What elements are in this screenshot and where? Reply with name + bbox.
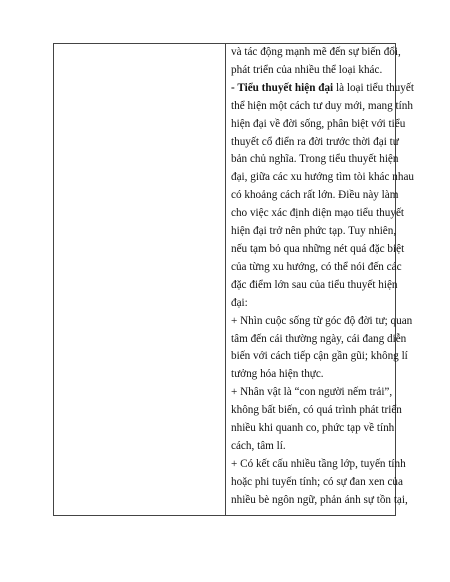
line-text: + Có kết cấu nhiều tầng lớp, tuyến tính — [231, 457, 406, 470]
line-text: hiện đại về đời sống, phân biệt với tiểu — [231, 117, 406, 130]
line-text: hiện đại trở nên phức tạp. Tuy nhiên, — [231, 225, 397, 238]
line-text: có khoảng cách rất lớn. Điều này làm — [231, 189, 399, 202]
text-line — [231, 313, 413, 331]
text-line — [231, 116, 406, 134]
text-line — [231, 438, 391, 456]
text-line — [231, 492, 408, 510]
line-text: thể hiện một cách tư duy mới, mang tính — [231, 99, 413, 112]
text-line — [231, 62, 391, 80]
line-text: tâm đến cái thường ngày, cái đang diễn — [231, 332, 407, 345]
line-text: thuyết cổ điển ra đời trước thời đại tư — [231, 135, 399, 148]
line-text: nếu tạm bỏ qua những nét quá đặc biệt — [231, 242, 405, 255]
line-text: không bất biến, có quá trình phát triển — [231, 404, 402, 417]
text-line — [231, 295, 391, 313]
text-line — [231, 331, 407, 349]
line-text: đại: — [231, 296, 248, 309]
text-line — [231, 348, 408, 366]
text-line — [231, 366, 391, 384]
line-text: đại, giữa các xu hướng tìm tòi khác nhau — [231, 171, 415, 184]
text-line — [231, 456, 406, 474]
line-text: cho việc xác định diện mạo tiểu thuyết — [231, 207, 405, 220]
line-text: nhiều bè ngôn ngữ, phản ánh sự tồn tại, — [231, 493, 408, 506]
content-table — [53, 43, 415, 516]
line-text: là loại tiểu thuyết — [333, 81, 414, 94]
text-line — [231, 134, 399, 152]
text-line — [231, 241, 405, 259]
line-text: biến với cách tiếp cận gần gũi; không lí — [231, 350, 408, 363]
line-text: của từng xu hướng, có thể nói đến các — [231, 260, 402, 273]
line-text: hoặc phi tuyến tính; có sự đan xen của — [231, 475, 403, 488]
text-line — [231, 259, 402, 277]
line-text: phát triển của nhiều thể loại khác. — [231, 63, 383, 76]
text-line — [231, 474, 403, 492]
line-text: + Nhân vật là “con người nếm trải”, — [231, 386, 393, 399]
line-text: cách, tâm lí. — [231, 439, 286, 452]
text-line — [231, 80, 414, 98]
text-line — [231, 420, 395, 438]
line-text: nhiều khi quanh co, phức tạp về tính — [231, 422, 395, 435]
right-column-cell — [227, 44, 415, 515]
line-text: tưởng hóa hiện thực. — [231, 368, 324, 381]
text-line — [231, 402, 402, 420]
text-line — [231, 277, 398, 295]
line-text: và tác động mạnh mẽ đến sự biến đổi, — [231, 46, 401, 58]
text-line — [231, 44, 401, 62]
line-text: đặc điểm lớn sau của tiểu thuyết hiện — [231, 278, 398, 291]
text-line — [231, 151, 399, 169]
text-line — [231, 223, 397, 241]
text-line — [231, 169, 415, 187]
text-line — [231, 384, 391, 402]
text-line — [231, 187, 399, 205]
left-column-cell — [54, 44, 226, 515]
text-line — [231, 98, 413, 116]
bold-term: - Tiểu thuyết hiện đại — [231, 81, 334, 94]
line-text: bản chủ nghĩa. Trong tiểu thuyết hiện — [231, 153, 399, 166]
line-text: + Nhìn cuộc sống từ góc độ đời tư; quan — [231, 314, 413, 327]
text-line — [231, 205, 405, 223]
